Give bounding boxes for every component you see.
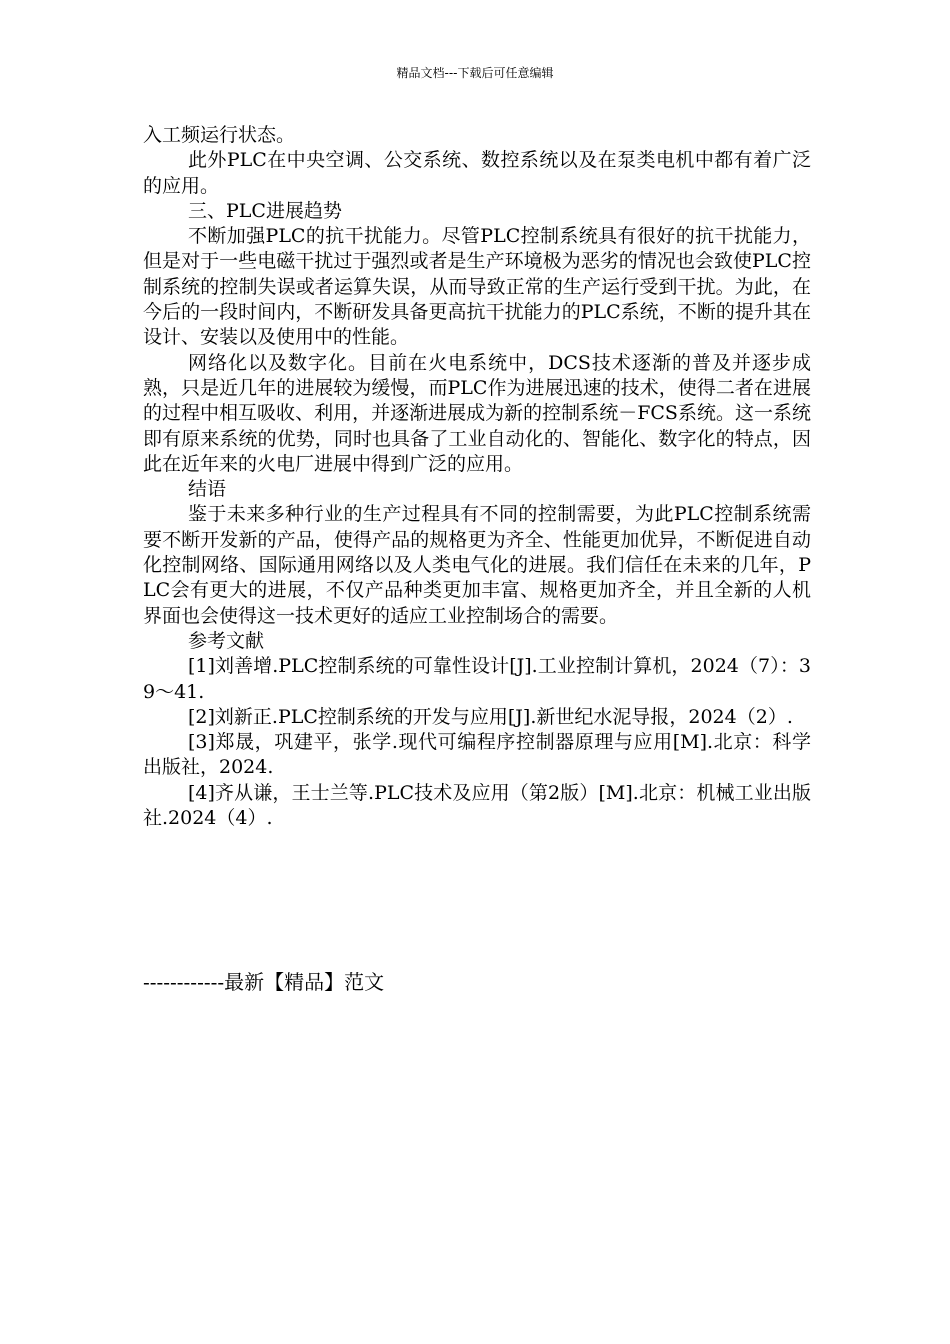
reference-item: [2]刘新正.PLC控制系统的开发与应用[J].新世纪水泥导报，2024（2）. — [188, 705, 793, 728]
paragraph-anti-interference: 不断加强PLC的抗干扰能力。尽管PLC控制系统具有很好的抗干扰能力，但是对于一些电磁干扰过于强烈或者是生产环境极为恶劣的情况也会致使PLC控制系统的控制失误或者运算失误，从而导致正常的生产运行受到干扰。为此，在今后的一段时间内，不断研发具备更高抗干扰能力的PLC系统，不断的提升其在设计、安装以及使用中的性能。 — [143, 225, 811, 349]
reference-item: [3]郑晟，巩建平，张学.现代可编程序控制器原理与应用[M].北京：科学出版社，2024. — [143, 731, 811, 779]
section-heading-conclusion: 结语 — [188, 478, 227, 501]
section-heading-references: 参考文献 — [188, 629, 265, 652]
reference-item: [4]齐从谦，王士兰等.PLC技术及应用（第2版）[M].北京：机械工业出版社.2024（4）. — [143, 781, 811, 830]
paragraph-continuation: 入工频运行状态。 — [143, 124, 296, 146]
reference-item: [1]刘善增.PLC控制系统的可靠性设计[J].工业控制计算机，2024（7）：39～41. — [143, 655, 811, 703]
page-footer: ------------最新【精品】范文 — [143, 970, 385, 994]
paragraph-networking: 网络化以及数字化。目前在火电系统中，DCS技术逐渐的普及并逐步成熟，只是近几年的进展较为缓慢，而PLC作为进展迅速的技术，使得二者在进展的过程中相互吸收、利用，并逐渐进展成为新的控制系统－FCS系统。这一系统即有原来系统的优势，同时也具备了工业自动化的、智能化、数字化的特点，因此在近年来的火电厂进展中得到广泛的应用。 — [143, 351, 811, 475]
document-body — [143, 123, 811, 831]
paragraph-conclusion: 鉴于未来多种行业的生产过程具有不同的控制需要，为此PLC控制系统需要不断开发新的产品，使得产品的规格更为齐全、性能更加优异，不断促进自动化控制网络、国际通用网络以及人类电气化的进展。我们信任在未来的几年，PLC会有更大的进展，不仅产品种类更加丰富、规格更加齐全，并且全新的人机界面也会使得这一技术更好的适应工业控制场合的需要。 — [143, 503, 811, 627]
section-heading-trends: 三、PLC进展趋势 — [188, 199, 342, 222]
paragraph-applications: 此外PLC在中央空调、公交系统、数控系统以及在泵类电机中都有着广泛的应用。 — [143, 149, 811, 197]
page-header: 精品文档---下载后可任意编辑 — [396, 66, 554, 80]
